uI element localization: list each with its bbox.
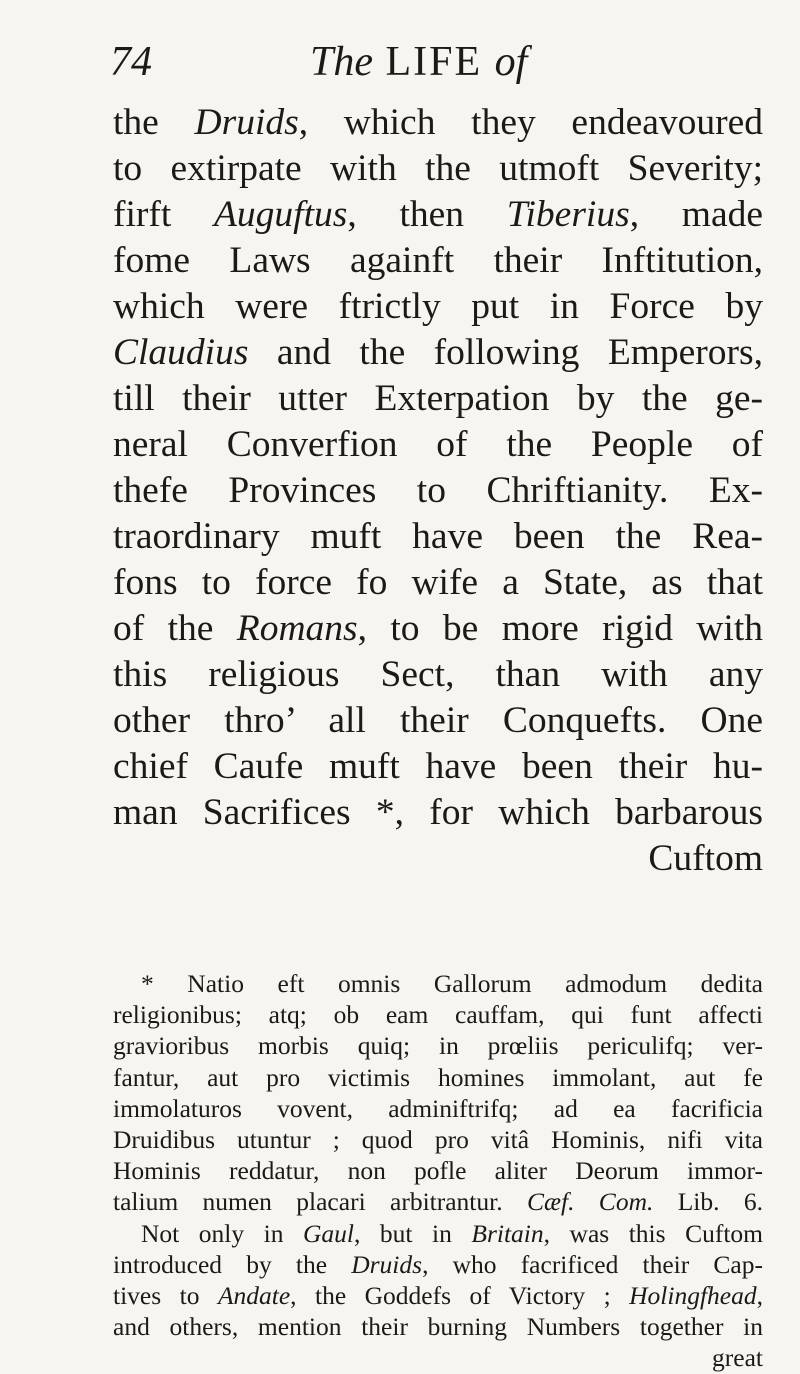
running-head-life: LIFE bbox=[385, 39, 483, 85]
text-line-7: till their utter Exterpation by the ge- bbox=[113, 378, 763, 419]
footnote-line-3: gravioribus morbis quiq; in prœliis periculifq; ver- bbox=[113, 1031, 763, 1061]
text-line-5: which were ftrictly put in Force by bbox=[113, 286, 763, 327]
footnote-line-7: Hominis reddatur, non pofle aliter Deorum immor- bbox=[113, 1156, 763, 1186]
running-head-of: of bbox=[494, 39, 528, 85]
catchword: Cuftom bbox=[648, 838, 763, 879]
footnote-line-11: tives to Andate, the Goddefs of Victory ; Holingfhead, bbox=[113, 1281, 764, 1311]
text-line-4: fome Laws againft their Inftitution, bbox=[113, 240, 763, 281]
text-line-2: to extirpate with the utmoft Severity; bbox=[113, 148, 763, 189]
footnote-line-9: Not only in Gaul, but in Britain, was this Cuftom bbox=[141, 1218, 764, 1248]
page-number: 74 bbox=[110, 39, 152, 85]
text-line-13: this religious Sect, than with any bbox=[113, 654, 763, 695]
footnote bbox=[113, 968, 763, 1374]
footnote-line-8: talium numen placari arbitrantur. Cæf. Com. Lib. 6. bbox=[113, 1187, 763, 1217]
text-line-10: traordinary muft have been the Rea- bbox=[113, 516, 763, 557]
text-line-15: chief Caufe muft have been their hu- bbox=[113, 746, 763, 787]
text-line-11: fons to force fo wife a State, as that bbox=[113, 562, 763, 603]
footnote-line-6: Druidibus utuntur ; quod pro vitâ Hominis, nifi vita bbox=[113, 1125, 763, 1155]
text-line-6: Claudius and the following Emperors, bbox=[113, 332, 763, 373]
text-line-1: the Druids, which they endeavoured bbox=[113, 102, 763, 143]
text-line-14: other thro’ all their Conquefts. One bbox=[113, 700, 763, 741]
footnote-line-10: introduced by the Druids, who facrificed their Cap- bbox=[113, 1249, 763, 1279]
footnote-line-1: * Natio eft omnis Gallorum admodum dedita bbox=[141, 969, 763, 998]
running-head bbox=[310, 38, 527, 86]
page-header bbox=[110, 38, 750, 98]
text-line-3: firft Auguftus, then Tiberius, made bbox=[113, 194, 763, 235]
text-line-16: man Sacrifices *, for which barbarous bbox=[113, 792, 763, 833]
main-text bbox=[113, 100, 763, 882]
running-head-the: The bbox=[310, 39, 373, 85]
footnote-line-2: religionibus; atq; ob eam cauffam, qui funt affecti bbox=[113, 1000, 763, 1030]
footnote-line-5: immolaturos vovent, adminiftrifq; ad ea facrificia bbox=[113, 1093, 763, 1123]
text-line-9: thefe Provinces to Chriftianity. Ex- bbox=[113, 470, 763, 511]
footnote-line-12: and others, mention their burning Numbers together in bbox=[113, 1312, 763, 1342]
text-line-8: neral Converfion of the People of bbox=[113, 424, 763, 465]
text-line-12: of the Romans, to be more rigid with bbox=[113, 608, 763, 649]
footnote-catchword: great bbox=[712, 1343, 763, 1373]
footnote-line-4: fantur, aut pro victimis homines immolant, aut fe bbox=[113, 1062, 763, 1092]
